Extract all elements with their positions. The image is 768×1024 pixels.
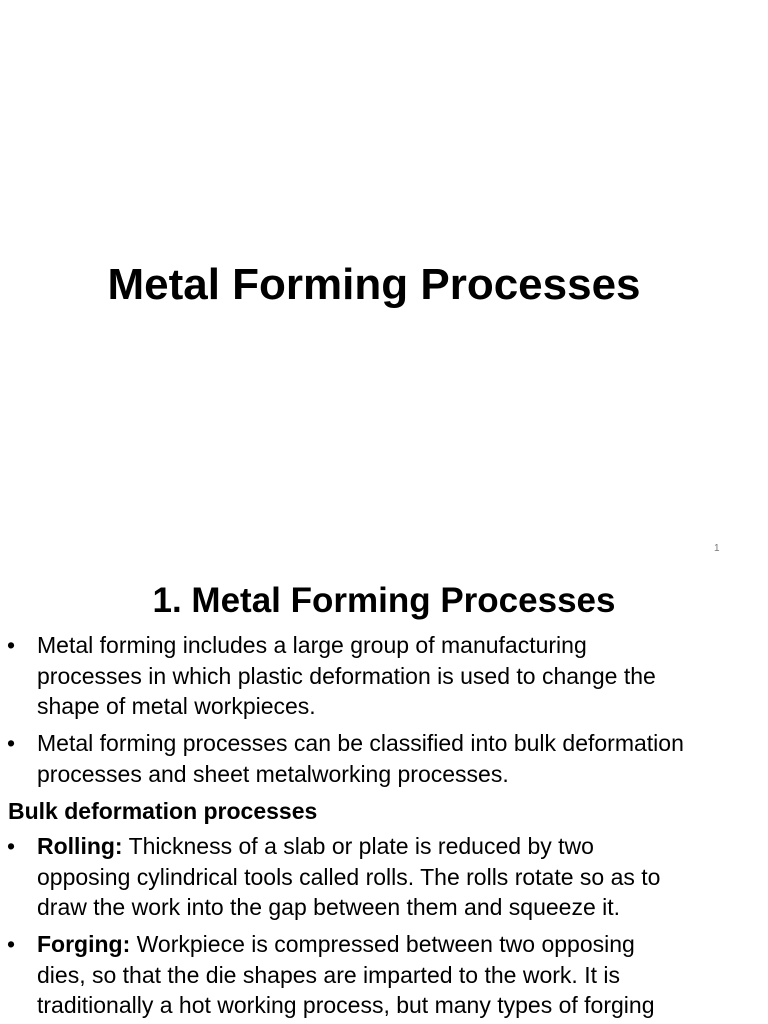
slide-title: Metal Forming Processes (107, 260, 641, 309)
bullet-text (37, 728, 762, 789)
subsection-heading: Bulk deformation processes (8, 798, 318, 824)
content-slide (0, 572, 768, 1024)
text-line: draw the work into the gap between them and squeeze it. (37, 894, 621, 920)
bullet-marker: • (7, 931, 16, 957)
text-line: processes in which plastic deformation is used to change the (37, 662, 656, 689)
text-line: traditionally a hot working process, but many types of forging (37, 992, 655, 1018)
bullet-item-classification (7, 728, 762, 789)
bullet-item-forming-definition (7, 630, 762, 722)
text-line (37, 831, 762, 862)
bullet-text (37, 630, 762, 722)
term-label: Forging: (37, 931, 131, 957)
page-number: 1 (714, 543, 720, 554)
text-line: dies, so that the die shapes are imparted to the work. It is (37, 961, 620, 988)
bullet-marker: • (7, 730, 16, 756)
bullet-marker: • (7, 833, 16, 859)
text-line: Metal forming processes can be classified into bulk deformation (37, 730, 684, 756)
term-description: Thickness of a slab or plate is reduced by two (122, 833, 594, 859)
bullet-marker: • (7, 632, 16, 658)
term-description: Workpiece is compressed between two opposing (130, 931, 635, 957)
text-line: Metal forming includes a large group of manufacturing (37, 632, 587, 658)
section-title: 1. Metal Forming Processes (152, 581, 616, 620)
text-line: processes and sheet metalworking processes. (37, 760, 509, 787)
bullet-item-forging (7, 929, 762, 1021)
term-label: Rolling: (37, 833, 123, 859)
bullet-item-rolling (7, 831, 762, 923)
text-line: shape of metal workpieces. (37, 693, 316, 719)
text-line (37, 929, 762, 960)
bullet-text (37, 831, 762, 923)
bullet-text (37, 929, 762, 1021)
text-line: opposing cylindrical tools called rolls. The rolls rotate so as to (37, 863, 661, 890)
